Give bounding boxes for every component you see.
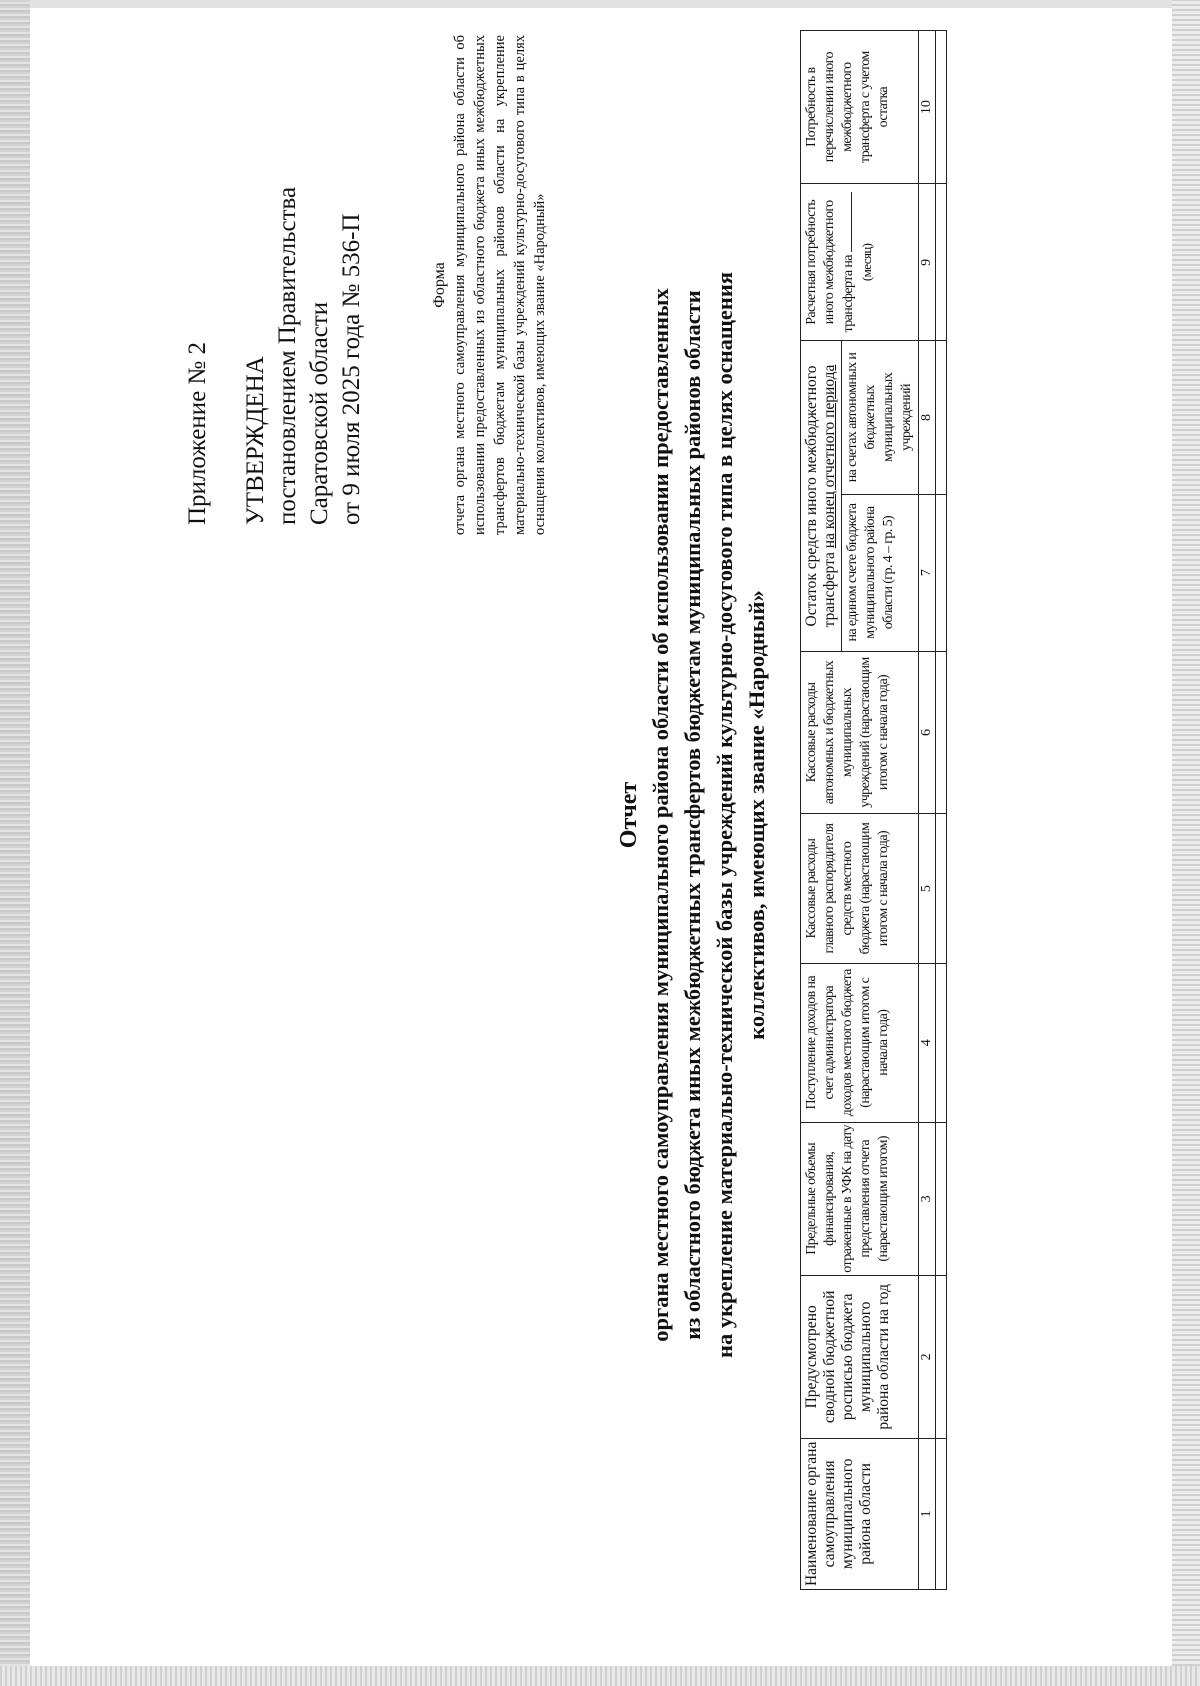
table-cell [936, 1122, 947, 1275]
report-heading [613, 50, 773, 1580]
decree-date: от 9 июля 2025 года № 536-П [338, 213, 365, 525]
column-numbers-row [919, 31, 936, 1590]
col78-header-b: на конец отчетного периода [821, 364, 838, 549]
column-number: 7 [919, 494, 936, 651]
form-label: Форма [431, 262, 448, 308]
table-cell [936, 184, 947, 341]
col7-header: на едином счете бюджета муниципального района области (гр. 4 – гр. 5) [842, 494, 919, 651]
table-row [936, 31, 947, 1590]
col4-header: Поступление доходов на счет администратора доходов местного бюджета (нарастающим итогом с начала года) [801, 963, 919, 1122]
report-line-4: коллективов, имеющих звание «Народный» [744, 590, 769, 1040]
month-blank-line [839, 192, 852, 252]
appendix-block [182, 25, 368, 525]
approved-region: Саратовской области [306, 301, 333, 525]
col3-header: Предельные объемы финансирования, отраженные в УФК на дату представления отчета (нарастающим итогом) [801, 1122, 919, 1275]
table-cell [936, 341, 947, 494]
report-line-2: из областного бюджета иных межбюджетных трансфертов бюджетам муниципальных районов области [680, 290, 705, 1340]
column-number: 1 [919, 1438, 936, 1589]
report-line-1: органа местного самоуправления муниципального района области об использовании предоставленных [648, 288, 673, 1342]
report-title: Отчет [616, 781, 642, 849]
rotated-page [75, 20, 1155, 1620]
form-description: отчета органа местного самоуправления муниципального района области об использовании предоставленных из областного бюджета иных межбюджетных трансфертов бюджетам муниципальных районов области на укрепление материально-технической базы учреждений культурно-досугового типа в целях оснащения коллективов, имеющих звание «Народный» [452, 35, 548, 535]
appendix-title: Приложение № 2 [184, 341, 211, 525]
col9-header-month: (месяц) [859, 243, 874, 282]
table-cell [936, 1438, 947, 1589]
column-number: 10 [919, 31, 936, 184]
col2-header: Предусмотрено сводной бюджетной росписью бюджета муниципального района области на год [801, 1275, 919, 1438]
approved-by: постановлением Правительства [274, 186, 301, 525]
table-header-row-1 [801, 31, 842, 1590]
scan-edge-left [0, 0, 30, 1686]
scan-edge-bottom [0, 1666, 1200, 1686]
column-number: 8 [919, 341, 936, 494]
col9-header [801, 184, 919, 341]
scan-edge-top [0, 0, 1200, 8]
table-cell [936, 814, 947, 963]
table-cell [936, 651, 947, 814]
report-table [800, 30, 947, 1590]
column-number: 5 [919, 814, 936, 963]
table-cell [936, 1275, 947, 1438]
report-line-3: на укрепление материально-технической базы учреждений культурно-досугового типа в целях оснащения [712, 272, 737, 1358]
column-number: 9 [919, 184, 936, 341]
col78-header-a: Остаток средств иного межбюджетного трансферта [803, 365, 838, 628]
col8-header: на счетах автономных и бюджетных муниципальных учреждений [842, 341, 919, 494]
column-number: 3 [919, 1122, 936, 1275]
table-cell [936, 963, 947, 1122]
table-cell [936, 31, 947, 184]
col10-header: Потребность в перечислении иного межбюджетного трансферта с учетом остатка [801, 31, 919, 184]
col6-header: Кассовые расходы автономных и бюджетных муниципальных учреждений (нарастающим итогом с начала года) [801, 651, 919, 814]
table-cell [936, 494, 947, 651]
column-number: 2 [919, 1275, 936, 1438]
column-number: 4 [919, 963, 936, 1122]
col9-header-a: Расчетная потребность иного межбюджетного трансферта на [804, 199, 856, 333]
col78-header [801, 341, 842, 651]
scan-edge-right [1172, 0, 1200, 1686]
approved-label: УТВЕРЖДЕНА [242, 356, 269, 525]
column-number: 6 [919, 651, 936, 814]
col5-header: Кассовые расходы главного распорядителя средств местного бюджета (нарастающим итогом с начала года) [801, 814, 919, 963]
col1-header: Наименование органа самоуправления муниципального района области [801, 1438, 919, 1589]
